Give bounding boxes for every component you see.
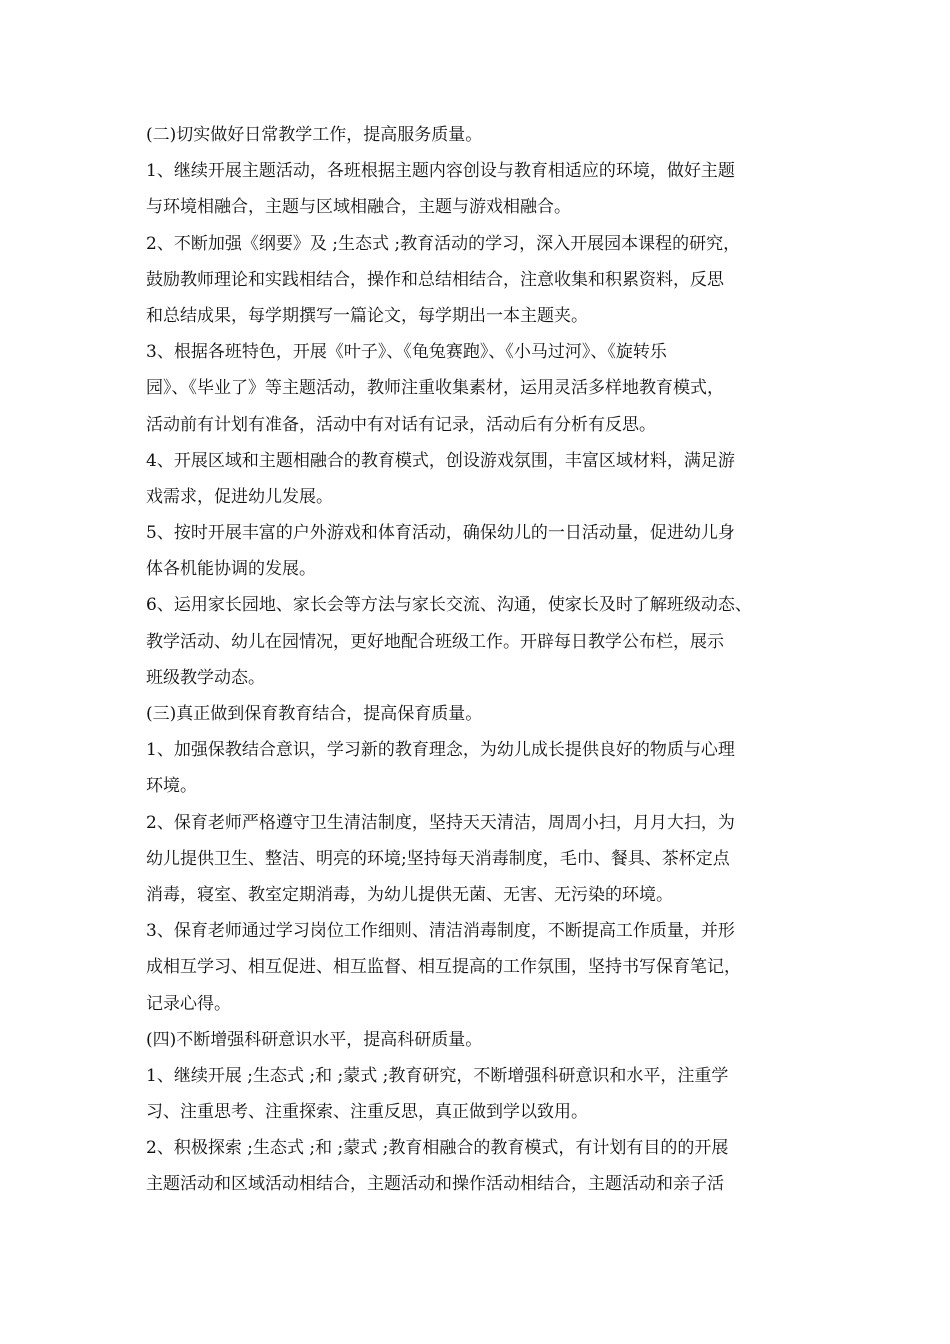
section-heading-3: (三)真正做到保育教育结合，提高保育质量。	[146, 704, 483, 724]
text-line: 4、开展区域和主题相融合的教育模式，创设游戏氛围，丰富区域材料，满足游	[146, 450, 735, 471]
section-heading-4: (四)不断增强科研意识水平，提高科研质量。	[146, 1029, 483, 1050]
document-body	[146, 117, 810, 1203]
text-line: 1、继续开展 ;生态式 ;和 ;蒙式 ;教育研究，不断增强科研意识和水平，注重学	[146, 1065, 729, 1086]
text-line: 习、注重思考、注重探索、注重反思，真正做到学以致用。	[146, 1102, 588, 1123]
text-line: 活动前有计划有准备，活动中有对话有记录，活动后有分析有反思。	[146, 414, 656, 435]
text-line: 6、运用家长园地、家长会等方法与家长交流、沟通，使家长及时了解班级动态、	[146, 595, 752, 616]
text-line: 班级教学动态。	[146, 667, 265, 688]
text-line: 3、根据各班特色，开展《叶子》、《龟兔赛跑》、《小马过河》、《旋转乐	[146, 342, 667, 363]
text-line: 和总结成果，每学期撰写一篇论文，每学期出一本主题夹。	[146, 305, 588, 326]
text-line: 5、按时开展丰富的户外游戏和体育活动，确保幼儿的一日活动量，促进幼儿身	[146, 523, 735, 544]
text-line: 园》、《毕业了》等主题活动，教师注重收集素材，运用灵活多样地教育模式，	[146, 378, 724, 399]
text-line: 教学活动、幼儿在园情况，更好地配合班级工作。开辟每日教学公布栏，展示	[146, 631, 724, 652]
text-line: 与环境相融合，主题与区域相融合，主题与游戏相融合。	[146, 197, 571, 218]
text-line: 1、继续开展主题活动，各班根据主题内容创设与教育相适应的环境，做好主题	[146, 161, 735, 182]
section-heading-2: (二)切实做好日常教学工作，提高服务质量。	[146, 125, 483, 145]
text-line: 消毒，寝室、教室定期消毒，为幼儿提供无菌、无害、无污染的环境。	[146, 884, 673, 905]
text-line: 1、加强保教结合意识，学习新的教育理念，为幼儿成长提供良好的物质与心理	[146, 740, 735, 761]
text-line: 2、不断加强《纲要》及 ;生态式 ;教育活动的学习，深入开展园本课程的研究，	[146, 233, 741, 254]
text-line: 幼儿提供卫生、整洁、明亮的环境;坚持每天消毒制度，毛巾、餐具、茶杯定点	[146, 848, 730, 869]
text-line: 记录心得。	[146, 993, 231, 1014]
text-line: 2、保育老师严格遵守卫生清洁制度，坚持天天清洁，周周小扫，月月大扫，为	[146, 812, 735, 833]
text-line: 主题活动和区域活动相结合，主题活动和操作活动相结合，主题活动和亲子活	[146, 1174, 724, 1195]
text-line: 2、积极探索 ;生态式 ;和 ;蒙式 ;教育相融合的教育模式，有计划有目的的开展	[146, 1138, 729, 1159]
text-line: 3、保育老师通过学习岗位工作细则、清洁消毒制度，不断提高工作质量，并形	[146, 921, 735, 942]
text-line: 戏需求，促进幼儿发展。	[146, 486, 333, 507]
text-line: 成相互学习、相互促进、相互监督、相互提高的工作氛围，坚持书写保育笔记，	[146, 957, 741, 978]
text-line: 环境。	[146, 776, 197, 797]
text-line: 鼓励教师理论和实践相结合，操作和总结相结合，注意收集和积累资料，反思	[146, 269, 724, 290]
text-line: 体各机能协调的发展。	[146, 559, 316, 580]
